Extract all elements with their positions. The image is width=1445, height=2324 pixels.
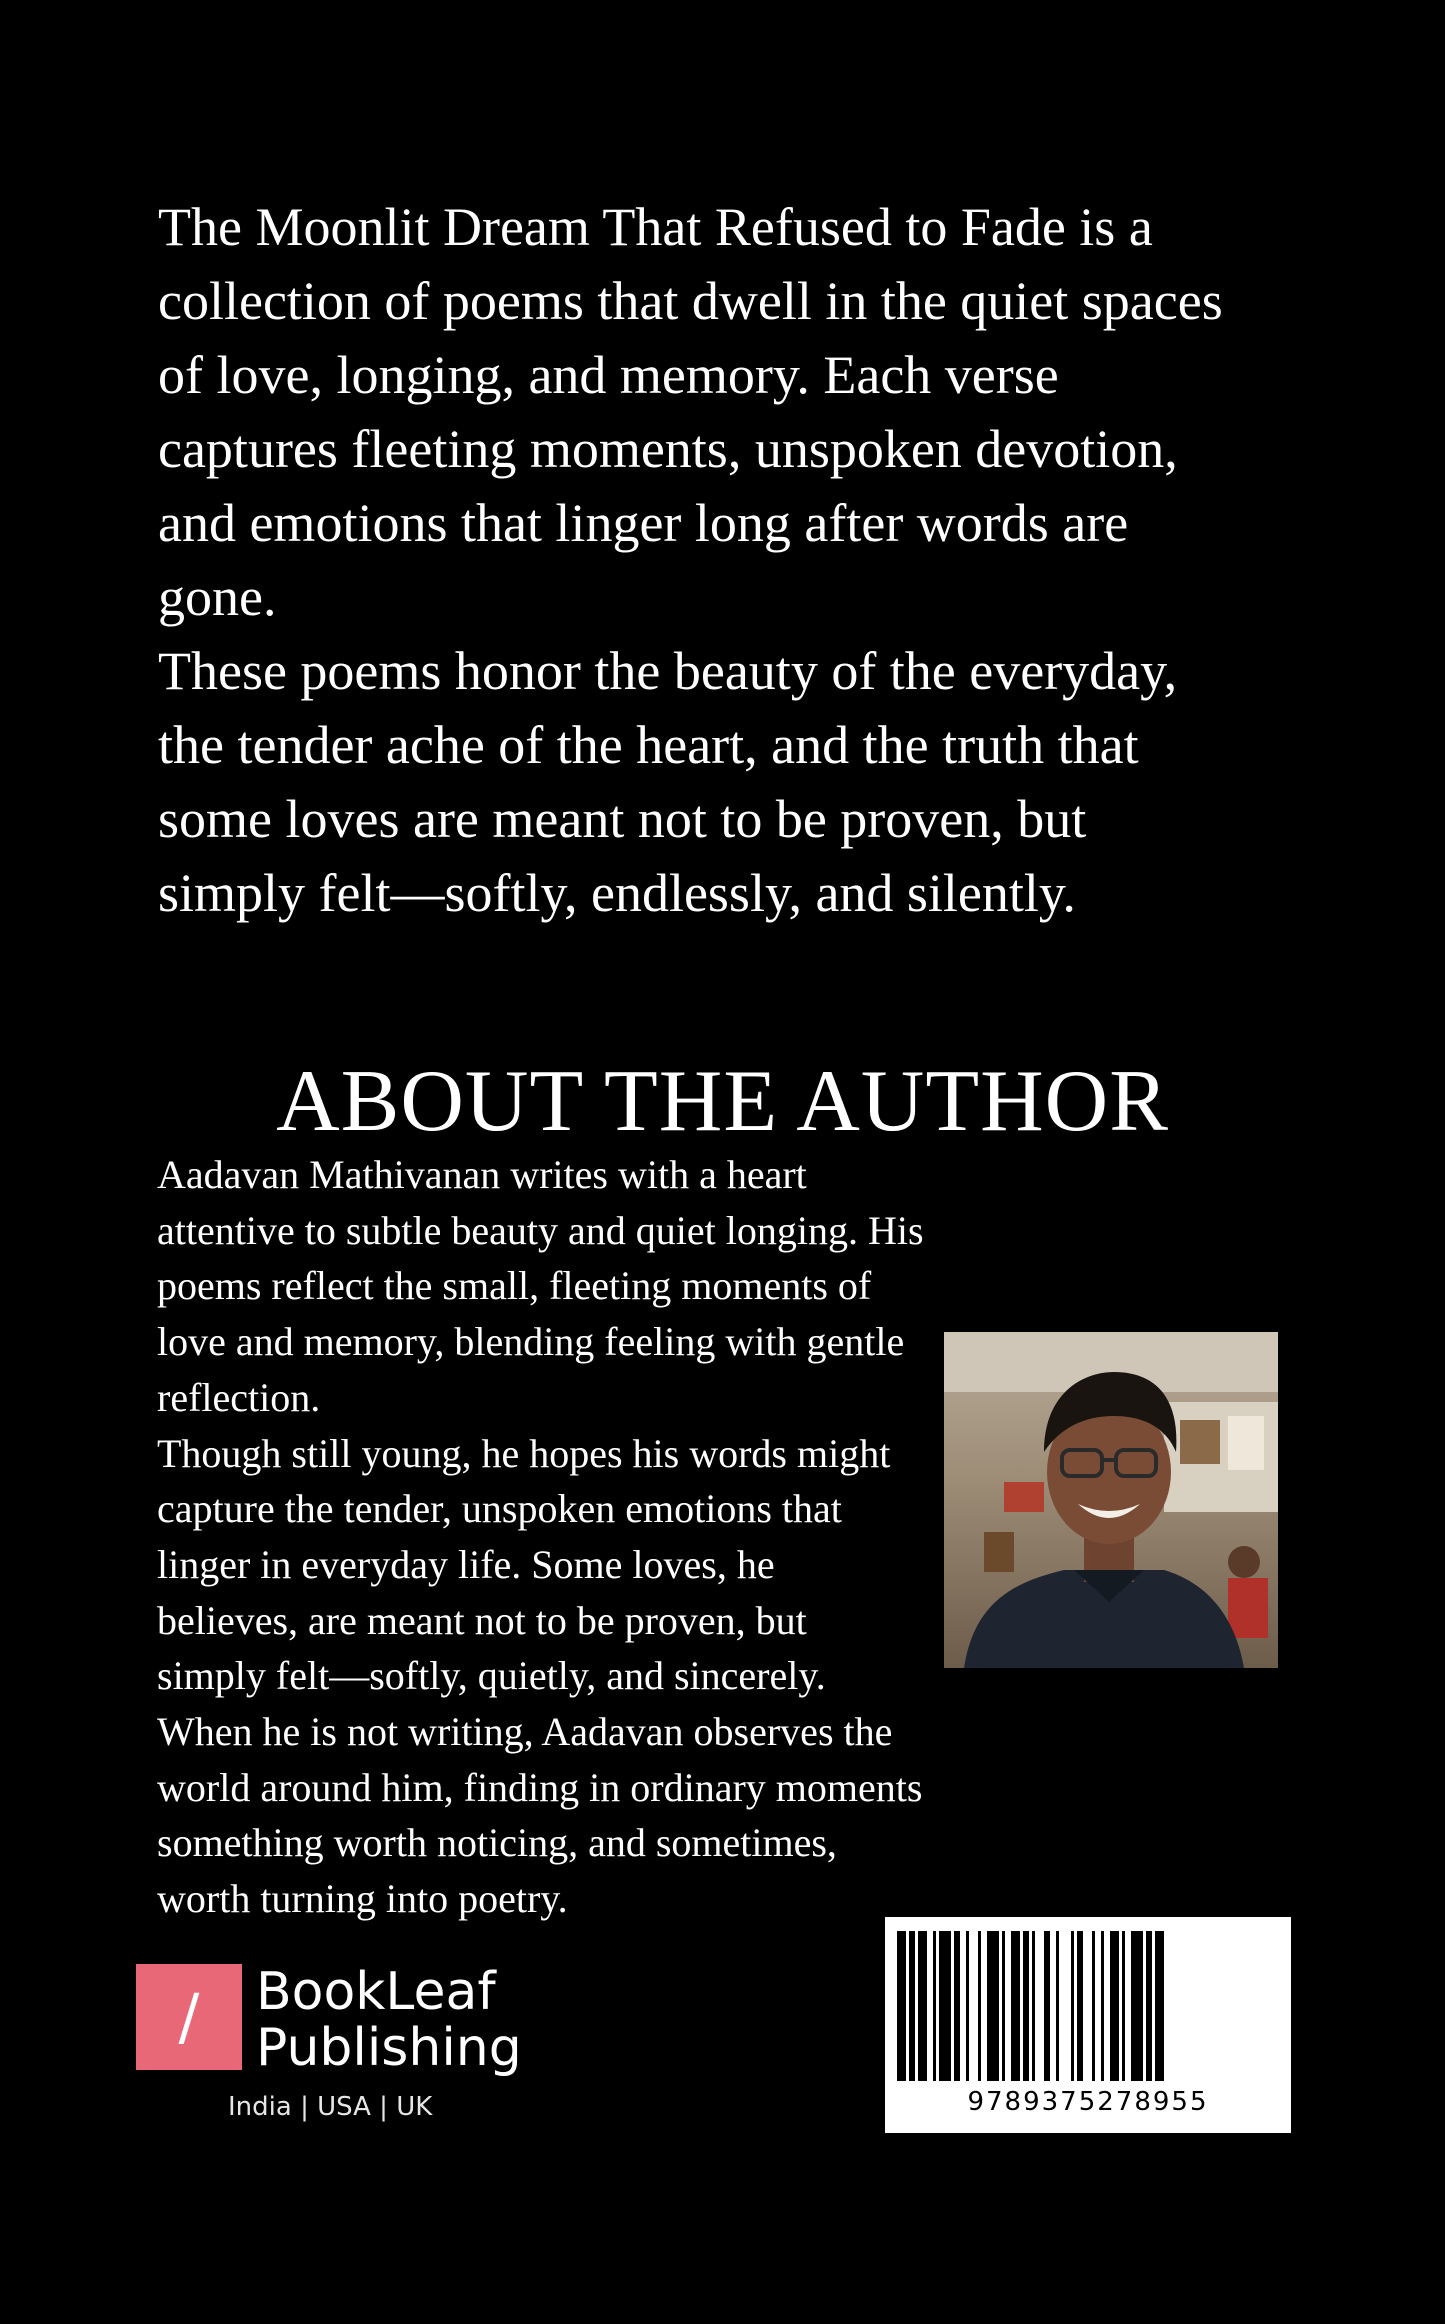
- bio-line: poems reflect the small, fleeting moments of: [157, 1263, 872, 1309]
- blurb-line: some loves are meant not to be proven, but: [158, 789, 1087, 849]
- blurb-line: collection of poems that dwell in the quiet spaces: [158, 271, 1223, 331]
- bio-line: love and memory, blending feeling with gentle: [157, 1319, 905, 1365]
- bio-line: When he is not writing, Aadavan observes the: [157, 1709, 893, 1755]
- blurb-line: simply felt—softly, endlessly, and silently.: [158, 863, 1076, 923]
- back-cover-blurb: [158, 190, 1308, 930]
- blurb-line: captures fleeting moments, unspoken devotion,: [158, 419, 1178, 479]
- bio-line: Aadavan Mathivanan writes with a heart: [157, 1152, 807, 1197]
- author-photo: [944, 1332, 1278, 1668]
- bio-line: linger in everyday life. Some loves, he: [157, 1541, 775, 1587]
- bio-line: reflection.: [157, 1374, 321, 1420]
- blurb-line: gone.: [158, 567, 277, 627]
- bio-line: something worth noticing, and sometimes,: [157, 1820, 837, 1866]
- blurb-line: of love, longing, and memory. Each verse: [158, 345, 1059, 405]
- publisher-logo: [136, 1964, 556, 2124]
- isbn-barcode: [885, 1917, 1291, 2133]
- slash-logo-icon: /: [136, 1964, 242, 2070]
- author-portrait-illustration: [944, 1332, 1278, 1668]
- blurb-line: The Moonlit Dream That Refused to Fade is a: [158, 197, 1153, 257]
- isbn-number: 9789375278955: [967, 2087, 1209, 2117]
- bio-line: Though still young, he hopes his words might: [157, 1430, 891, 1476]
- blurb-line: These poems honor the beauty of the everyday,: [158, 641, 1178, 701]
- publisher-name-line1: BookLeaf: [256, 1962, 496, 2022]
- publisher-name: [256, 1964, 522, 2076]
- bio-line: believes, are meant not to be proven, but: [157, 1597, 807, 1643]
- publisher-name-line2: Publishing: [256, 2018, 522, 2078]
- blurb-line: and emotions that linger long after words are: [158, 493, 1129, 553]
- publisher-regions: India | USA | UK: [228, 2092, 433, 2122]
- blurb-line: the tender ache of the heart, and the truth that: [158, 715, 1139, 775]
- author-bio: [157, 1147, 1017, 1927]
- bio-line: capture the tender, unspoken emotions that: [157, 1486, 842, 1532]
- bio-line: world around him, finding in ordinary moments: [157, 1764, 923, 1810]
- bio-line: worth turning into poetry.: [157, 1876, 568, 1922]
- bio-line: simply felt—softly, quietly, and sincerely.: [157, 1653, 826, 1699]
- bio-line: attentive to subtle beauty and quiet longing. His: [157, 1207, 924, 1253]
- about-author-heading: ABOUT THE AUTHOR: [276, 1053, 1169, 1150]
- barcode-bars-icon: [895, 1931, 1281, 2081]
